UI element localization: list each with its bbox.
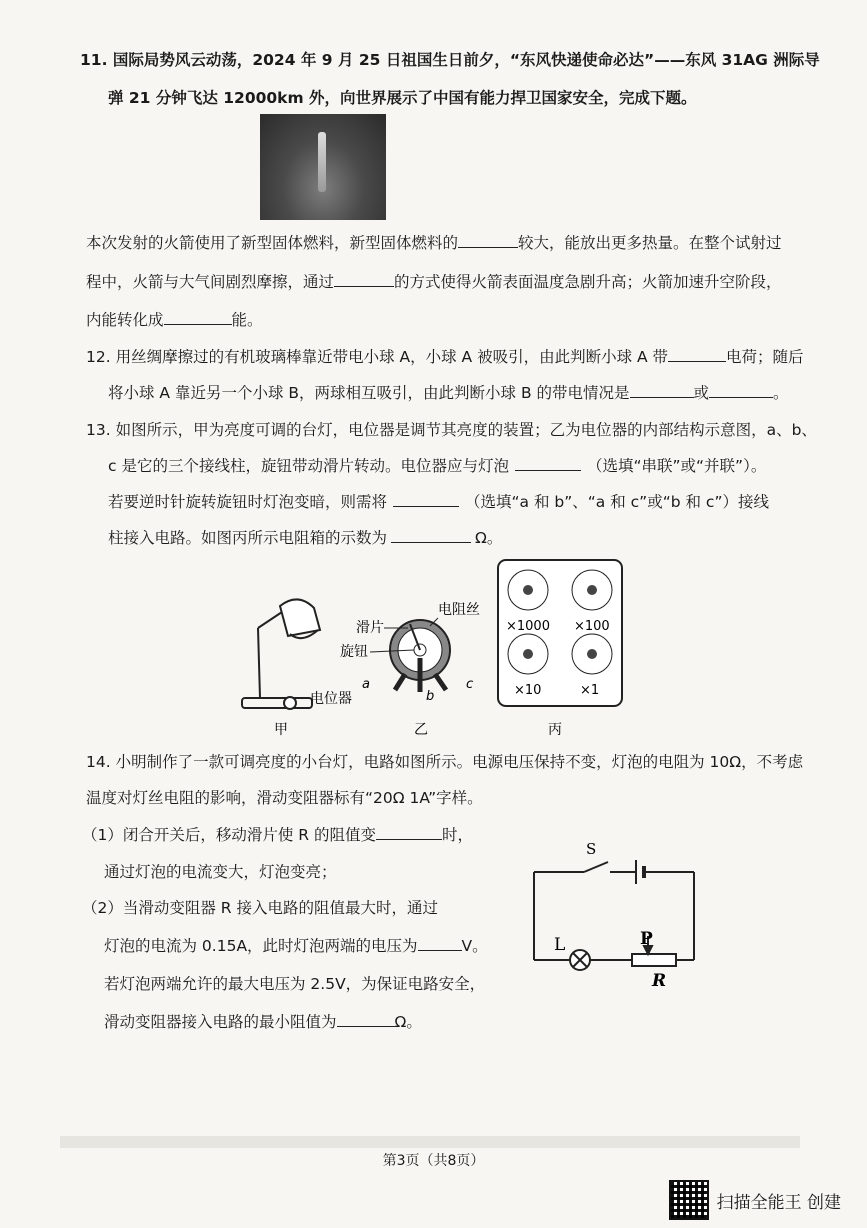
blank-min-resistance[interactable] xyxy=(337,1012,395,1027)
blank-charge-a[interactable] xyxy=(668,347,726,362)
blank-heat-method[interactable] xyxy=(334,272,394,287)
q14-line1: 14. 小明制作了一款可调亮度的小台灯，电路如图所示。电源电压保持不变，灯泡的电阻为 10Ω，不考虑 xyxy=(86,753,804,771)
label-switch: S xyxy=(586,840,597,858)
q12-line2: 将小球 A 靠近另一个小球 B，两球相互吸引，由此判断小球 B 的带电情况是 或 。 xyxy=(108,384,789,402)
q14-circuit-diagram xyxy=(520,836,710,996)
svg-text:a: a xyxy=(362,677,370,692)
q11-line1: 11. 国际局势风云动荡，2024 年 9 月 25 日祖国生日前夕，“东风快递使命必达”——东风 31AG 洲际导 xyxy=(80,51,820,69)
page-number: 第3页（共8页） xyxy=(382,1153,485,1169)
qr-code-icon xyxy=(669,1180,709,1220)
resistance-box-diagram xyxy=(498,560,622,706)
q11-para2: 程中，火箭与大气间剧烈摩擦，通过 的方式使得火箭表面温度急剧升高；火箭加速升空阶段， xyxy=(86,273,782,291)
desk-lamp-diagram xyxy=(242,599,320,709)
q11-para3: 内能转化成 能。 xyxy=(86,311,263,329)
label-slider-p: P xyxy=(640,929,653,949)
label-yi: 乙 xyxy=(414,722,428,738)
q12-line1: 12. 用丝绸摩擦过的有机玻璃棒靠近带电小球 A，小球 A 被吸引，由此判断小球 A 带 电荷；随后 xyxy=(86,348,804,366)
blank-connection-type[interactable] xyxy=(515,456,581,471)
label-potentiometer: 电位器 xyxy=(310,691,352,707)
q13-figure xyxy=(230,558,630,740)
blank-fuel-property[interactable] xyxy=(458,233,518,248)
q14-sub2-d: 若灯泡两端允许的最大电压为 2.5V，为保证电路安全， xyxy=(104,975,486,993)
label-jia: 甲 xyxy=(274,722,288,738)
label-slider: 滑片 xyxy=(356,620,384,636)
q13-line4: 柱接入电路。如图丙所示电阻箱的示数为 Ω。 xyxy=(108,529,503,547)
q14-line2: 温度对灯丝电阻的影响，滑动变阻器标有“20Ω 1A”字样。 xyxy=(86,789,483,807)
blank-resistance-box[interactable] xyxy=(391,528,471,543)
svg-text:×100: ×100 xyxy=(574,619,610,634)
svg-text:×1000: ×1000 xyxy=(506,619,550,634)
label-lamp: L xyxy=(554,935,566,955)
svg-text:b: b xyxy=(426,689,435,704)
q14-sub1-cont: 通过灯泡的电流变大，灯泡变亮； xyxy=(104,863,337,881)
scanner-watermark: 扫描全能王 创建 xyxy=(669,1180,841,1220)
svg-text:c: c xyxy=(466,677,474,692)
q13-line1: 13. 如图所示，甲为亮度可调的台灯，电位器是调节其亮度的装置；乙为电位器的内部结构示意图，a、b、 xyxy=(86,421,817,439)
q14-sub2-b: 灯泡的电流为 0.15A，此时灯泡两端的电压为 V。 xyxy=(104,937,488,955)
potentiometer-structure-diagram xyxy=(340,601,480,704)
q14-sub2: （2）当滑动变阻器 R 接入电路的阻值最大时，通过 xyxy=(82,899,438,917)
missile-launch-photo xyxy=(260,114,386,220)
label-bing: 丙 xyxy=(548,722,562,738)
blank-resistance-change[interactable] xyxy=(376,825,442,840)
blank-charge-b1[interactable] xyxy=(630,383,694,398)
label-wire: 电阻丝 xyxy=(438,602,480,618)
q13-line2: c 是它的三个接线柱，旋钮带动滑片转动。电位器应与灯泡 （选填“串联”或“并联”）。 xyxy=(108,457,767,475)
q11-line2: 弹 21 分钟飞达 12000km 外，向世界展示了中国有能力捍卫国家安全，完成下题。 xyxy=(108,89,697,107)
blank-energy-form[interactable] xyxy=(164,310,232,325)
q14-sub2-e: 滑动变阻器接入电路的最小阻值为 Ω。 xyxy=(104,1013,422,1031)
label-rheostat: R xyxy=(652,971,667,991)
q14-sub1: （1）闭合开关后，移动滑片使 R 的阻值变 时， xyxy=(82,826,474,844)
q11-para1: 本次发射的火箭使用了新型固体燃料，新型固体燃料的 较大，能放出更多热量。在整个试射过 xyxy=(86,234,782,252)
q13-line3: 若要逆时针旋转旋钮时灯泡变暗，则需将 （选填“a 和 b”、“a 和 c”或“b 和 c”）接线 xyxy=(108,493,769,511)
blank-charge-b2[interactable] xyxy=(709,383,773,398)
blank-terminals[interactable] xyxy=(393,492,459,507)
svg-text:×10: ×10 xyxy=(514,683,542,698)
label-knob: 旋钮 xyxy=(340,644,368,660)
svg-text:×1: ×1 xyxy=(580,683,600,698)
footer-strip xyxy=(60,1136,800,1148)
blank-lamp-voltage[interactable] xyxy=(418,936,462,951)
